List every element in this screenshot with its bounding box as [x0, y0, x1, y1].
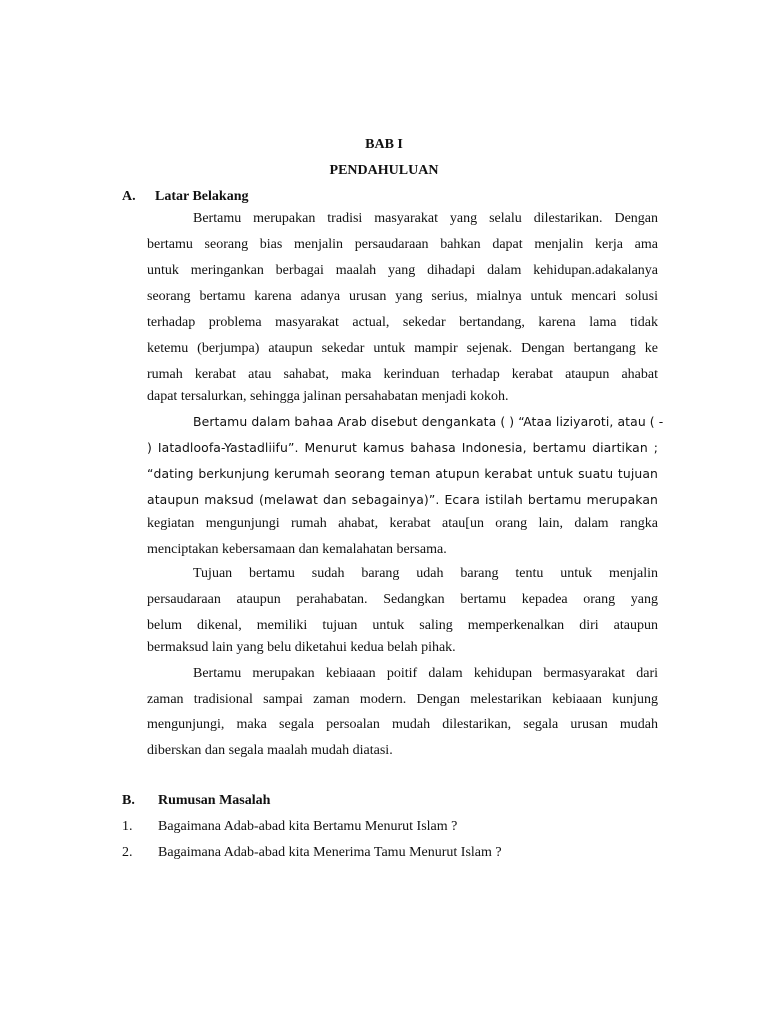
chapter-title: PENDAHULUAN: [329, 163, 439, 178]
paragraph-4-line: Bertamu merupakan kebiaaan poitif dalam kehidupan bermasyarakat dari: [193, 666, 658, 681]
chapter-number: BAB I: [365, 137, 403, 152]
paragraph-3-line-last: bermaksud lain yang belu diketahui kedua belah pihak.: [147, 640, 456, 655]
question-number: 1.: [122, 819, 133, 834]
paragraph-1-line-last: dapat tersalurkan, sehingga jalinan persahabatan menjadi kokoh.: [147, 389, 509, 404]
section-b-marker: B.: [122, 793, 135, 808]
paragraph-1-line: terhadap problema masyarakat actual, sekedar bertandang, karena lama tidak: [147, 315, 658, 330]
paragraph-1-line: bertamu seorang bias menjalin persaudaraan bahkan dapat menjalin kerja ama: [147, 237, 658, 252]
paragraph-1-line: seorang bertamu karena adanya urusan yang serius, mialnya untuk mencari solusi: [147, 289, 658, 304]
paragraph-4-line: zaman tradisional sampai zaman modern. Dengan melestarikan kebiaaan kunjung: [147, 692, 658, 707]
paragraph-3-line: persaudaraan ataupun perahabatan. Sedangkan bertamu kepadea orang yang: [147, 592, 658, 607]
paragraph-1-line: rumah kerabat atau sahabat, maka kerinduan terhadap kerabat ataupun ahabat: [147, 367, 658, 382]
paragraph-2-line: kegiatan mengunjungi rumah ahabat, kerabat atau[un orang lain, dalam rangka: [147, 516, 658, 531]
section-a-marker: A.: [122, 189, 136, 204]
paragraph-3-line: belum dikenal, memiliki tujuan untuk saling memperkenalkan diri ataupun: [147, 618, 658, 633]
paragraph-2-line: Bertamu dalam bahaa Arab disebut dengankata ( ) “Ataa liziyaroti, atau ( -: [193, 414, 664, 429]
paragraph-2-line-last: menciptakan kebersamaan dan kemalahatan bersama.: [147, 542, 447, 557]
paragraph-4-line-last: diberskan dan segala maalah mudah diatasi.: [147, 743, 393, 758]
question-number: 2.: [122, 845, 133, 860]
paragraph-2-line: ) Iatadloofa-Yastadliifu”. Menurut kamus bahasa Indonesia, bertamu diartikan ;: [147, 440, 658, 455]
paragraph-2-line: ataupun maksud (melawat dan sebagainya)”. Ecara istilah bertamu merupakan: [147, 492, 658, 507]
section-a-title: Latar Belakang: [155, 189, 249, 204]
question-text: Bagaimana Adab-abad kita Menerima Tamu Menurut Islam ?: [158, 845, 502, 860]
paragraph-2-line: “dating berkunjung kerumah seorang teman atupun kerabat untuk suatu tujuan: [147, 466, 658, 481]
section-b-title: Rumusan Masalah: [158, 793, 271, 808]
paragraph-4-line: mengunjungi, maka segala persoalan mudah dilestarikan, segala urusan mudah: [147, 717, 658, 732]
paragraph-1-line: untuk meringankan berbagai maalah yang dihadapi dalam kehidupan.adakalanya: [147, 263, 658, 278]
paragraph-3-line: Tujuan bertamu sudah barang udah barang tentu untuk menjalin: [193, 566, 658, 581]
question-text: Bagaimana Adab-abad kita Bertamu Menurut Islam ?: [158, 819, 458, 834]
paragraph-1-line: Bertamu merupakan tradisi masyarakat yang selalu dilestarikan. Dengan: [193, 211, 658, 226]
paragraph-1-line: ketemu (berjumpa) ataupun sekedar untuk mampir sejenak. Dengan bertangang ke: [147, 341, 658, 356]
